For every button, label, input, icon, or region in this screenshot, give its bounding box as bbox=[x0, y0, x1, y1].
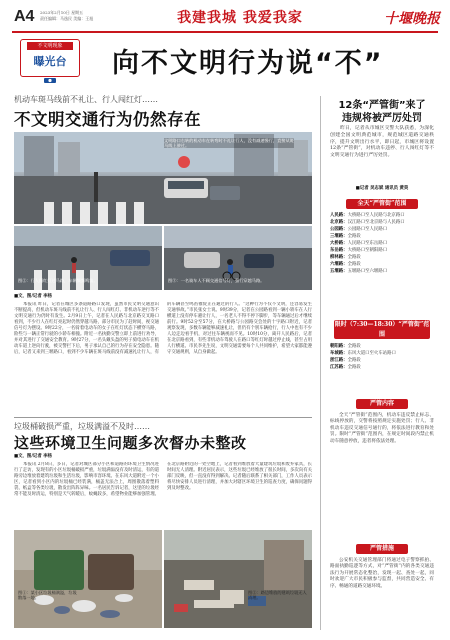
paper-name: 十堰晚报 bbox=[384, 11, 440, 27]
story2-kicker: 垃圾桶破损严重，垃圾满溢不及时…… bbox=[14, 422, 150, 431]
story1-photo2-caption: 图②：行人闯红灯过马路，车辆频频鸣笛。 bbox=[18, 278, 98, 283]
story1-photo-1 bbox=[14, 132, 312, 224]
street-item: 东岳路：大桥路口至朝阳路口 bbox=[330, 248, 388, 253]
story2-photo-1 bbox=[14, 530, 162, 628]
column-divider bbox=[320, 96, 321, 630]
camera-icon bbox=[43, 68, 57, 74]
story2-byline: ■文、图/记者 李杨 bbox=[14, 454, 53, 459]
streets-timed-list bbox=[330, 344, 434, 372]
box-allday-title: 全天“严管街”范围 bbox=[346, 199, 418, 209]
street-item: 朝阳路：全路段 bbox=[330, 344, 361, 349]
street-item: 北京路：汉江路口至北京路与人民路口 bbox=[330, 220, 405, 225]
box-content-title: 严管内容 bbox=[356, 399, 408, 409]
street-item: 五堰路：五堰路口至六堰路口 bbox=[330, 269, 388, 274]
measures-body: 公安机关交通管理部门将通过电子警察抓拍、路面执勤巡逻等方式，对“严管街”内的各类交通违法行为开展常态化整治，发现一起、查处一起，同时欢迎广大市民积极参与监督，共同营造安全、有序、畅通的道路交通环境。 bbox=[330, 558, 434, 589]
header-rule bbox=[12, 31, 438, 33]
story1-headline: 不文明交通行为仍然存在 bbox=[14, 110, 201, 129]
editor-line: 责任编辑：马逸民 美编：王旭 bbox=[40, 16, 94, 21]
sidebar-title-line1: 12条“严管街”来了 bbox=[338, 100, 426, 111]
street-item: 公园路：公园路口至人民路口 bbox=[330, 227, 388, 232]
street-item: 三堰路：全路段 bbox=[330, 234, 361, 239]
story-divider bbox=[14, 417, 312, 418]
date-line: 2023年2月10日 星期五 bbox=[40, 10, 84, 15]
badge-top-label: 不文明现象 bbox=[27, 42, 73, 50]
main-title: 向不文明行为说“不” bbox=[112, 48, 384, 79]
street-item: 浙江路：全路段 bbox=[330, 358, 361, 363]
story1-byline: ■文、图/记者 李杨 bbox=[14, 294, 53, 299]
content-body: 全天“严管街”范围内，机动车违反禁止标志、标线停放的，交警将按照规定实施处罚；行人、非机动车违反交通信号通行的，将依法进行教育和处罚。限时“严管街”范围内，在规定时间段内禁止机动车随意停放，违者将依法处理。 bbox=[330, 413, 434, 444]
box-measures-title: 严管措施 bbox=[356, 544, 408, 554]
street-item: 车城路：东风大道口至火车站路口 bbox=[330, 351, 396, 356]
street-item: 人民路：大桥路口至人民路与北京路口 bbox=[330, 213, 405, 218]
story2-photo2-caption: 图②：路边堆放的建筑垃圾无人清理。 bbox=[248, 590, 307, 600]
story1-photo1-caption: 文明路口右转的机动车在转弯时不礼让行人，没有减速慢行，直接从斑马线上驶过。 bbox=[164, 138, 294, 148]
sidebar-intro: 昨日，记者从市城区交警大队获悉，为深化创建全国文明典范城市，规范城区道路交通秩序，提升文明出行水平，即日起，市城区将设置12条“严管街”，对机动车违停、行人闯红灯等不文明交通行为进行严厉处罚。 bbox=[330, 126, 434, 159]
sidebar-byline: ■记者 吴志斌 通讯员 黄昊 bbox=[355, 186, 409, 191]
streets-allday-list bbox=[330, 213, 434, 276]
sidebar bbox=[326, 96, 438, 630]
box-timed-title: 限时（7:30—18:30）“严管街”范围 bbox=[334, 321, 430, 338]
story1-body: 本报讯 昨日，记者在城区多条道路路口发现，虽然市民文明交通意识不断提高，但机动车斑马线前不礼让行人、行人闯红灯、非机动车逆行等不文明交通行为仍时有发生。2月9日上午，记者在人民路与北京路交叉路口看到，不少行人在红灯亮起时仍然穿越马路，部分市民为了赶时间，视交通信号灯为摆设。9时22分，一名骑着电动车的女子在红灯状态下横穿马路，险些与一辆正常行驶的小轿车相撞。附近一名执勤交警立即上前进行劝导，并对其进行了交通安全教育。9时27分，一名头戴头盔的男子骑电动车在机动车道上逆向行驶，被交警拦下后，男子承认自己的行为存在安全隐患。随后，记者又来到三堰路口，看到不少车辆在斑马线前没有减速礼让行人，有的车辆甚至鸣笛催促正在通过的行人。“这种行为不仅不文明，还容易发生交通事故。”市民张女士说。9时39分，记者在公园路看到一辆小轿车在人行横道上没有停车避让行人，一名老人不得不停下脚步，等车辆通过后才继续前行。9时52分至57分，在大桥路与公园路交会处的十字路口附近，记者观察发现，多数车辆能够减速礼让，但仍有个别车辆抢行，行人中也有不少人边走边看手机，对过往车辆视而不见。10时10分，离开人民路后，记者在北京路看到，有些非机动车驾驶人在路口等红灯时越过停止线，甚至占用人行横道。市民李先生说，文明交通需要每个人共同维护，希望大家都能遵守交通规则，从自身做起。 bbox=[14, 302, 312, 355]
exposure-badge bbox=[20, 39, 80, 77]
sidebar-title-line2: 违规将被严厉处罚 bbox=[342, 113, 422, 124]
street-item: 柳林路：全路段 bbox=[330, 255, 361, 260]
street-item: 大桥路：人民路口至东岳路口 bbox=[330, 241, 388, 246]
story2-photo1-caption: 图①：某小区垃圾桶满溢，垃圾散落一地。 bbox=[18, 590, 77, 600]
story1-photo-3 bbox=[164, 226, 312, 290]
street-item: 江苏路：全路段 bbox=[330, 365, 361, 370]
story1-photo3-caption: 图③：一名骑车人不顾交通信号灯，强行穿越马路。 bbox=[168, 278, 265, 283]
main-title-banner bbox=[12, 37, 438, 79]
page-number: A4 bbox=[14, 8, 35, 25]
badge-main-label: 曝光台 bbox=[33, 55, 67, 68]
story2-body: 本报讯 2月8日，多日，记者对城区部分小区和道路的环境卫生情况进行了走访，发现有的小区垃圾桶破损严重，垃圾满溢没有及时清运，有的道路旁边堆放着建筑垃圾和生活垃圾，影响市容环境。在东风大道附近一个小区，记者看到小区内的垃圾桶已经装满，桶盖无法合上，周围散落着塑料袋、纸盒等各类垃圾，散发出阵阵异味。一名居民告诉记者，这里的垃圾经常不能及时清运，特别是天气转暖后，蚊蝇较多，希望物业能够加强管理。在北京路附近的一处空地上，记者看到堆放着大量建筑垃圾和废弃家具，长时间无人清理。附近居民表示，这些垃圾已经堆放了很长时间，多次向有关部门反映，但一直没有得到解决。记者随后联系了相关部门，工作人员表示将尽快安排人员进行清理，并加大对辖区环境卫生的巡查力度，确保问题得到及时整改。 bbox=[14, 462, 312, 497]
section-title: 我建我城 我爱我家 bbox=[177, 10, 303, 26]
page-header bbox=[0, 0, 450, 36]
story1-photo-2 bbox=[14, 226, 162, 290]
street-item: 六堰路：全路段 bbox=[330, 262, 361, 267]
story2-headline: 这些环境卫生问题多次督办未整改 bbox=[14, 434, 247, 452]
story2-photo-2 bbox=[164, 530, 312, 628]
story1-kicker: 机动车斑马线前不礼让、行人闯红灯…… bbox=[14, 95, 158, 104]
